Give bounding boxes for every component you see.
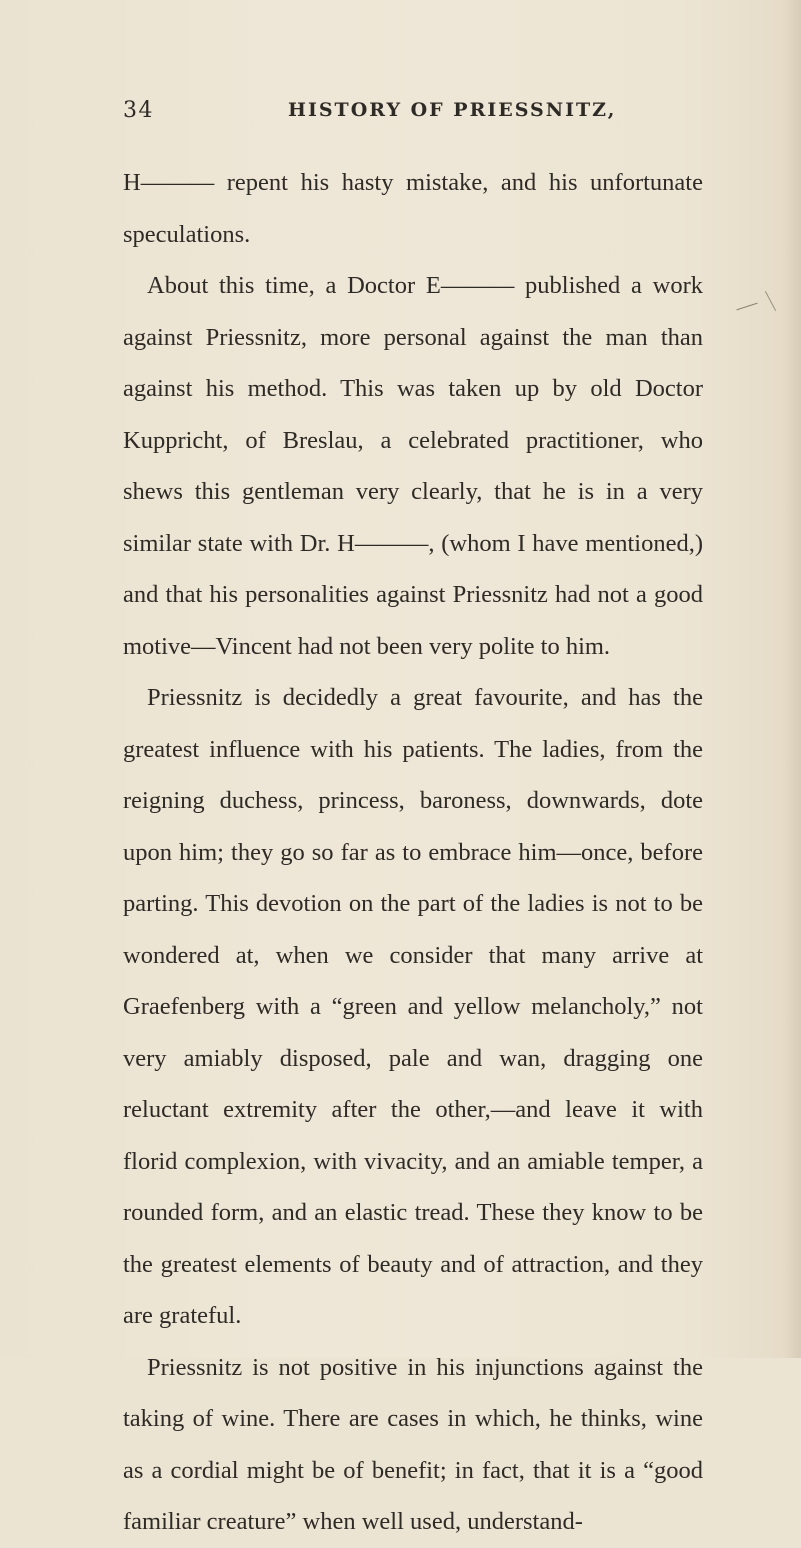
- page-edge-shadow: [783, 0, 801, 1358]
- running-head: HISTORY OF PRIESSNITZ,: [288, 99, 617, 121]
- paragraph: About this time, a Doctor E——— published a work against Priessnitz, more personal against the man than against his method. This was taken up by old Doctor Kuppricht, of Breslau, a celebrated practitioner, who shews this gentleman very clearly, that he is in a very similar state with Dr. H———, (whom I have mentioned,) and that his personalities against Priessnitz had not a good motive—Vincent had not been very polite to him.: [123, 272, 703, 660]
- paragraph: Priessnitz is not positive in his injunctions against the taking of wine. There are cases in which, he thinks, wine as a cordial might be of benefit; in fact, that it is a “good familiar creature” when well used, understand-: [123, 1353, 703, 1535]
- margin-mark: [765, 291, 776, 311]
- page-number: 34: [123, 98, 154, 123]
- page-header: [123, 98, 683, 134]
- paragraph: Priessnitz is decidedly a great favourite, and has the greatest influence with his patients. The ladies, from the reigning duchess, princess, baroness, downwards, dote upon him; they go so far as to embrace him—once, before parting. This devotion on the part of the ladies is not to be wondered at, when we consider that many arrive at Graefenberg with a “green and yellow melancholy,” not very amiably disposed, pale and wan, dragging one reluctant extremity after the other,—and leave it with florid complexion, with vivacity, and an amiable temper, a rounded form, and an elastic tread. These they know to be the greatest elements of beauty and of attraction, and they are grateful.: [123, 684, 703, 1329]
- margin-mark: [736, 303, 757, 311]
- paragraph: H——— repent his hasty mistake, and his unfortunate speculations.: [123, 169, 703, 248]
- body-text: [123, 157, 703, 1548]
